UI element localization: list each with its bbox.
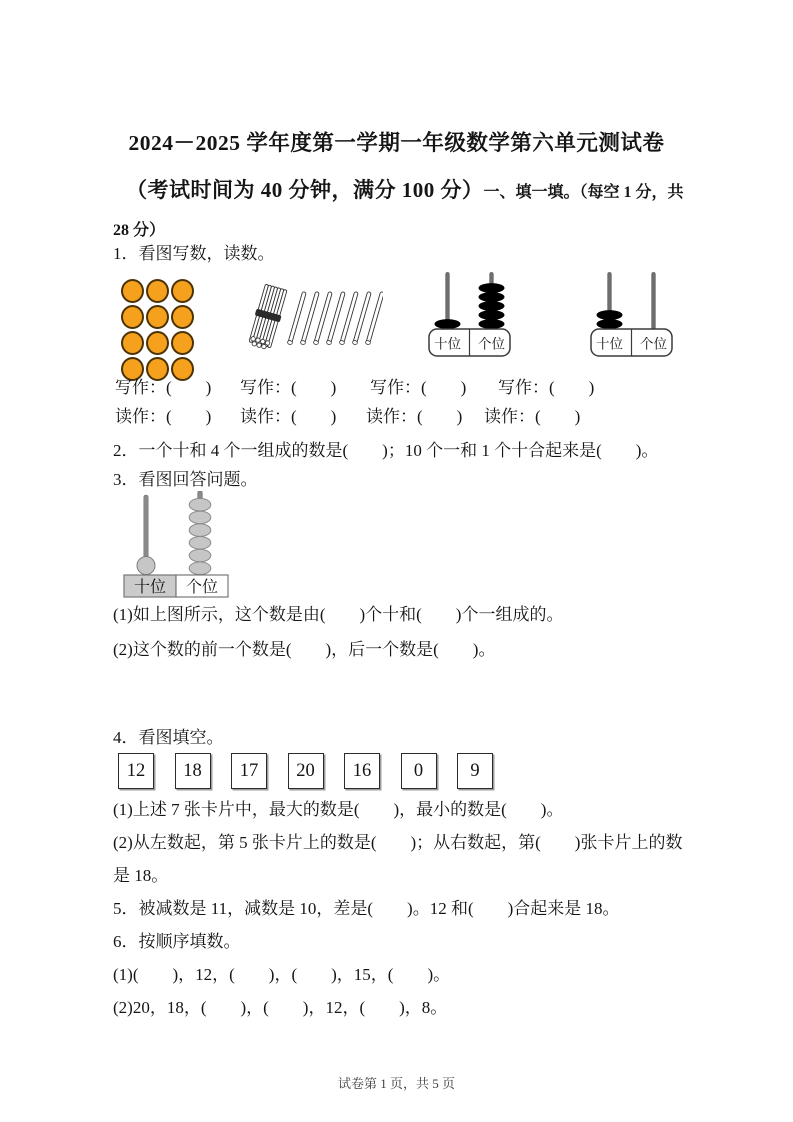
number-card: 20	[288, 753, 324, 789]
read-row	[0, 406, 793, 430]
orange-counters-grid	[121, 279, 194, 381]
exam-info: （考试时间为 40 分钟，满分 100 分）	[126, 178, 484, 202]
sticks-svg	[249, 281, 383, 355]
write-blank-4: 写作：( )	[498, 378, 595, 397]
page-footer: 试卷第 1 页，共 5 页	[337, 1076, 455, 1091]
orange-counter	[121, 331, 144, 355]
read-blank-2: 读作：( )	[240, 407, 337, 426]
orange-counter	[171, 305, 194, 329]
orange-counter	[121, 279, 144, 303]
number-card: 9	[457, 753, 493, 789]
section-one-heading-cont: 28 分）	[113, 222, 166, 239]
svg-text:十位: 十位	[596, 336, 623, 352]
exam-info-line	[126, 174, 684, 204]
page-title: 2024－2025 学年度第一学期一年级数学第六单元测试卷	[128, 131, 665, 155]
abacus-a-svg	[428, 270, 512, 362]
write-row	[0, 377, 793, 401]
number-card: 12	[118, 753, 154, 789]
abacus-b-figure	[590, 270, 674, 362]
svg-text:十位: 十位	[434, 336, 461, 352]
q5-prompt: 5．被减数是 11，减数是 10，差是( )。12 和( )合起来是 18。	[113, 899, 620, 918]
svg-text:个位: 个位	[478, 336, 505, 352]
sticks-figure	[249, 281, 383, 355]
orange-counter	[146, 305, 169, 329]
orange-counter	[146, 279, 169, 303]
q4-part1: (1)上述 7 张卡片中，最大的数是( )，最小的数是( )。	[113, 800, 564, 819]
write-blank-2: 写作：( )	[240, 378, 337, 397]
q6-prompt: 6．按顺序填数。	[113, 932, 241, 951]
read-blank-4: 读作：( )	[484, 407, 581, 426]
q4-part2: (2)从左数起，第 5 张卡片上的数是( )；从右数起，第( )张卡片上的数	[113, 833, 683, 852]
q6-part2: (2)20，18，( )，( )，12，( )，8。	[113, 998, 448, 1017]
number-card: 17	[231, 753, 267, 789]
q3-part1: (1)如上图所示，这个数是由( )个十和( )个一组成的。	[113, 605, 564, 624]
orange-counter	[146, 331, 169, 355]
read-blank-3: 读作：( )	[366, 407, 463, 426]
abacus-b-svg	[590, 270, 674, 362]
orange-counter	[171, 279, 194, 303]
svg-text:个位: 个位	[640, 336, 667, 352]
orange-counter	[121, 305, 144, 329]
q3-prompt: 3．看图回答问题。	[113, 470, 258, 489]
write-blank-1: 写作：( )	[115, 378, 212, 397]
q1-prompt: 1．看图写数，读数。	[113, 244, 275, 263]
q3-abacus-figure	[122, 491, 230, 598]
number-card: 0	[401, 753, 437, 789]
number-cards-row	[118, 753, 538, 791]
svg-text:个位: 个位	[185, 579, 219, 596]
write-blank-3: 写作：( )	[370, 378, 467, 397]
svg-text:十位: 十位	[133, 579, 167, 596]
section-one-heading: 一、填一填。（每空 1 分，共	[483, 184, 684, 201]
read-blank-1: 读作：( )	[115, 407, 212, 426]
q6-part1: (1)( )，12，( )，( )，15，( )。	[113, 965, 451, 984]
q2-prompt: 2．一个十和 4 个一组成的数是( )；10 个一和 1 个十合起来是( )。	[113, 441, 659, 460]
number-card: 18	[175, 753, 211, 789]
q4-part2-cont: 是 18。	[113, 866, 169, 885]
abacus-a-figure	[428, 270, 512, 362]
orange-counter	[171, 331, 194, 355]
number-card: 16	[344, 753, 380, 789]
q4-prompt: 4．看图填空。	[113, 728, 224, 747]
q3-part2: (2)这个数的前一个数是( )，后一个数是( )。	[113, 640, 496, 659]
q3-abacus-svg	[122, 491, 230, 598]
